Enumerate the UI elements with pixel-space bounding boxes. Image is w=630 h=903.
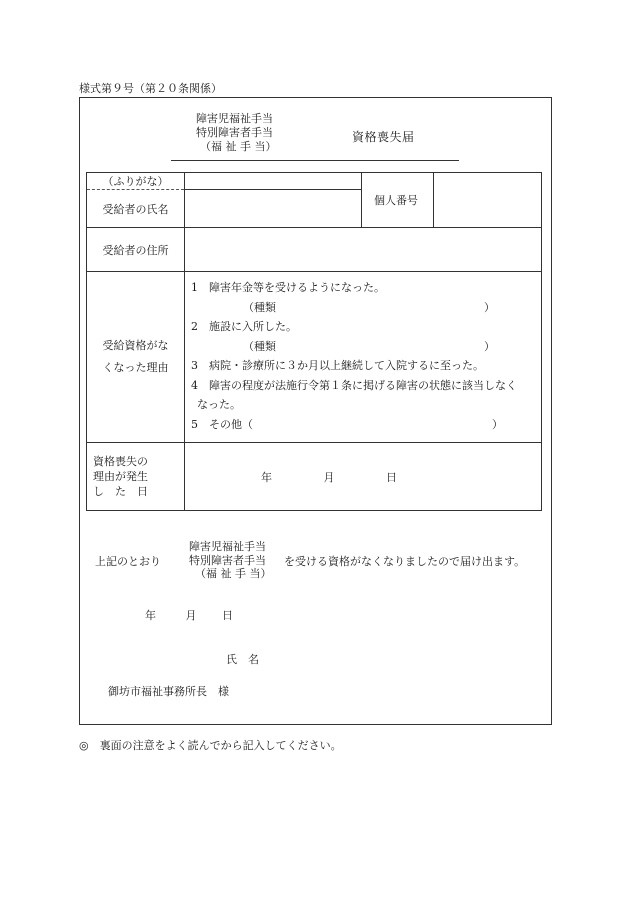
loss-date-input[interactable]: 年 月 日 <box>185 443 542 511</box>
footer-note: ◎ 裏面の注意をよく読んでから記入してください。 <box>79 739 342 752</box>
applicant-name-label: 氏 名 <box>226 653 259 666</box>
reason-item-5[interactable]: 5 その他（ ） <box>191 417 503 431</box>
address-input[interactable] <box>185 228 542 272</box>
loss-date-label: 資格喪失の 理由が発生 し た 日 <box>87 443 185 511</box>
furigana-label: （ふりがな） <box>87 173 185 190</box>
submission-date[interactable]: 年 月 日 <box>145 609 233 622</box>
recipient: 御坊市福祉事務所長 様 <box>108 685 229 698</box>
submission-suffix: を受ける資格がなくなりましたので届け出ます。 <box>284 555 526 568</box>
reason-item-4[interactable]: 4 障害の程度が法施行令第１条に掲げる障害の状態に該当しなく <box>191 378 517 392</box>
name-label: 受給者の氏名 <box>87 190 185 228</box>
submission-allowance-names: 障害児福祉手当 特別障害者手当 （福 祉 手 当） <box>189 540 272 580</box>
title-allowance-names <box>196 112 277 154</box>
submission-prefix: 上記のとおり <box>95 555 161 568</box>
furigana-input[interactable] <box>185 173 362 190</box>
address-label: 受給者の住所 <box>87 228 185 272</box>
form-number: 様式第９号（第２０条関係） <box>79 82 222 95</box>
personal-number-label: 個人番号 <box>362 173 434 228</box>
reason-item-1[interactable]: 1 障害年金等を受けるようになった。 <box>191 281 385 294</box>
reason-item-4-continued: なった。 <box>197 398 241 411</box>
form-title: 資格喪失届 <box>352 130 415 144</box>
personal-number-input[interactable] <box>434 173 542 228</box>
reason-1-type-field[interactable]: （種類 ） <box>243 300 495 314</box>
reason-label: 受給資格がな くなった理由 <box>87 272 185 443</box>
title-underline <box>171 160 459 161</box>
reason-list <box>185 272 542 443</box>
form-table <box>86 172 542 511</box>
name-input[interactable] <box>185 190 362 228</box>
allowance-name: （福 祉 手 当） <box>200 140 277 153</box>
reason-item-2[interactable]: 2 施設に入所した。 <box>191 320 297 333</box>
allowance-name: 特別障害者手当 <box>196 126 273 139</box>
allowance-name: 障害児福祉手当 <box>196 112 273 125</box>
reason-2-type-field[interactable]: （種類 ） <box>243 339 495 353</box>
reason-item-3[interactable]: 3 病院・診療所に３か月以上継続して入院するに至った。 <box>191 359 484 372</box>
